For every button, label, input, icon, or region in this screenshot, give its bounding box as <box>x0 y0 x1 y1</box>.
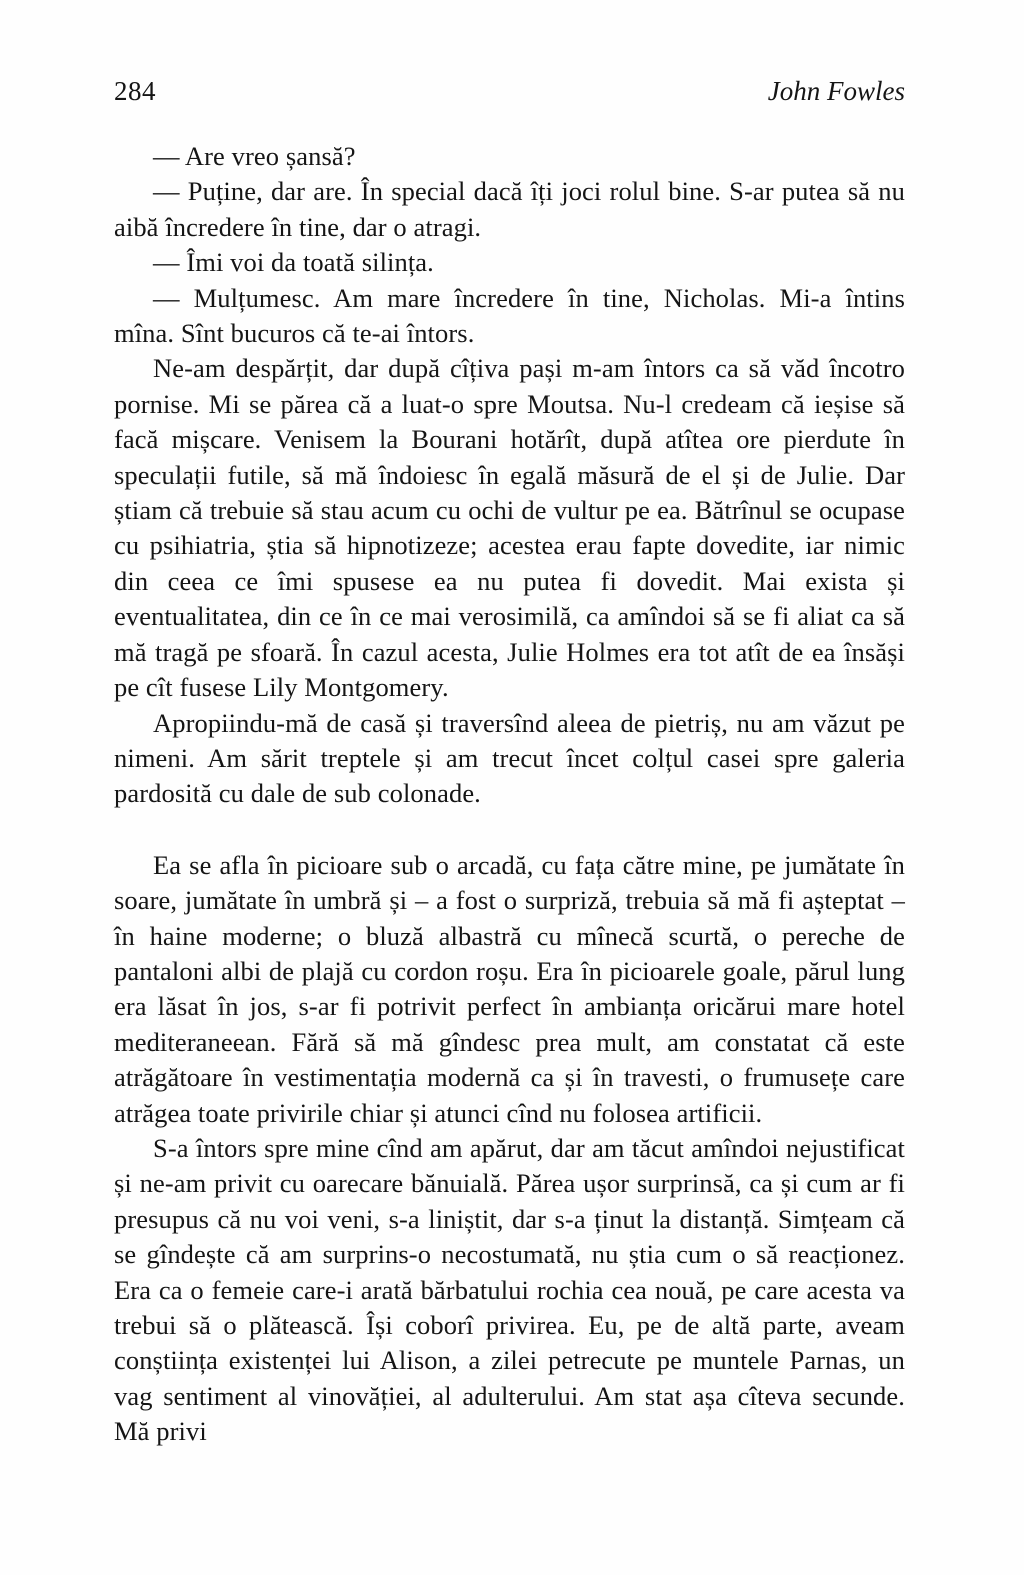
running-header-author: John Fowles <box>767 76 905 106</box>
paragraph-dialogue-3: — Îmi voi da toată silința. <box>153 247 434 278</box>
paragraph-dialogue-1: — Are vreo șansă? <box>153 141 356 171</box>
paragraph-narrative-4: S-a întors spre mine cînd am apărut, dar am tăcut amîndoi nejustificat și ne-am privit cu oarecare bănuială. Părea ușor surprinsă, ca și cum ar fi presupus că nu voi veni, s-a liniștit, dar s-a ținut la distanță. Simțeam că se gîndește că am surprins-o necostumată, nu știa cum o să reacționez. Era ca o femeie care-i arată bărbatului rochia cea nouă, pe care acesta va trebui să o plătească. Își coborî privirea. Eu, pe de altă parte, aveam conștiința existenței lui Alison, a zilei petrecute pe muntele Parnas, un vag sentiment al vinovăției, al adulterului. Am stat așa cîteva secunde. Mă privi <box>114 1132 905 1447</box>
page-number: 284 <box>114 76 156 106</box>
body-text <box>114 139 905 1450</box>
paragraph-dialogue-2: — Puține, dar are. În special dacă îți joci rolul bine. S-ar putea să nu aibă încredere în tine, dar o atragi. <box>114 176 905 242</box>
paragraph-dialogue-4: — Mulțumesc. Am mare încredere în tine, Nicholas. Mi-a întins mîna. Sînt bucuros că te-ai întors. <box>114 282 905 349</box>
paragraph-narrative-2: Apropiindu-mă de casă și traversînd aleea de pietriș, nu am văzut pe nimeni. Am sărit treptele și am trecut încet colțul casei spre galeria pardosită cu dale de sub colonade. <box>114 707 905 809</box>
running-header <box>114 76 905 106</box>
paragraph-narrative-1: Ne-am despărțit, dar după cîțiva pași m-am întors ca să văd încotro pornise. Mi se părea că a luat-o spre Moutsa. Nu-l credeam că ieșise să facă mișcare. Venisem la Bourani hotărît, după atîtea ore pierdute în speculații futile, să mă îndoiesc în egală măsură de el și de Julie. Dar știam că trebuie să stau acum cu ochi de vultur pe ea. Bătrînul se ocupase cu psihiatria, știa să hipnotizeze; acestea erau fapte dovedite, iar nimic din ceea ce îmi spusese ea nu putea fi dovedit. Mai exista și eventualitatea, din ce în ce mai verosimilă, ca amîndoi să se fi aliat ca să mă tragă pe sfoară. În cazul acesta, Julie Holmes era tot atît de ea însăși pe cît fusese Lily Montgomery. <box>114 353 905 703</box>
paragraph-narrative-3: Ea se afla în picioare sub o arcadă, cu fața către mine, pe jumătate în soare, jumătate în umbră și – a fost o surpriză, trebuia să mă fi așteptat – în haine moderne; o bluză albastră cu mînecă scurtă, o pereche de pantaloni albi de plajă cu cordon roșu. Era în picioarele goale, părul lung era lăsat în jos, s-ar fi potrivit perfect în ambianța oricărui mare hotel mediteraneean. Fără să mă gîndesc prea mult, am constatat că este atrăgătoare în vestimentația modernă ca și în travesti, o frumusețe care atrăgea toate privirile chiar și atunci cînd nu folosea artificii. <box>114 849 905 1128</box>
